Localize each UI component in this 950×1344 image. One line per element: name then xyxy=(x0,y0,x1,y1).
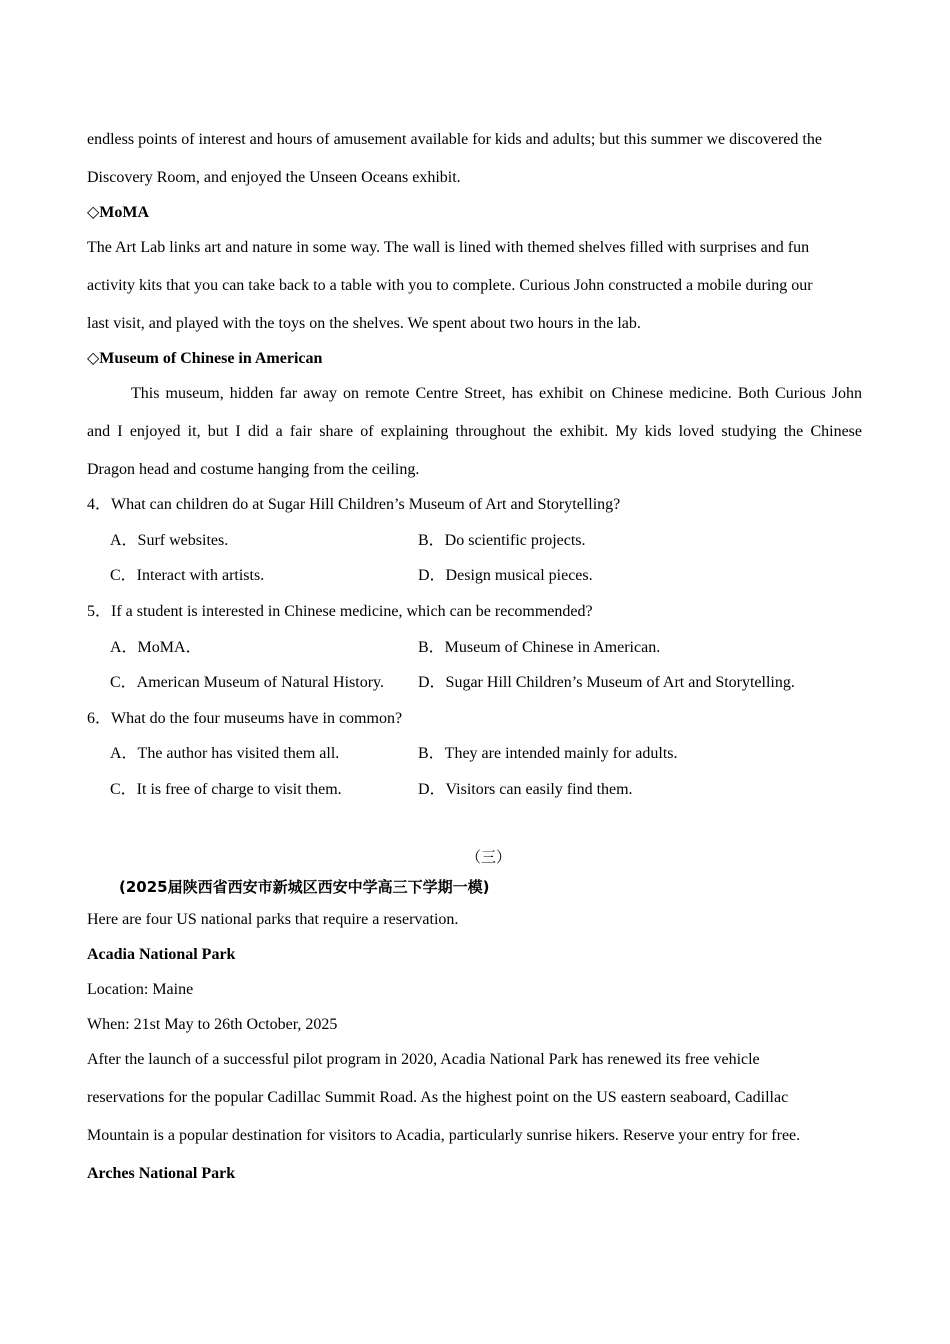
paragraph-line: This museum, hidden far away on remote Centre Street, has exhibit on Chinese medicine. Both Curious John xyxy=(131,385,862,402)
option-b: B．Do scientific projects. xyxy=(418,532,586,549)
option-c: C．It is free of charge to visit them. xyxy=(110,781,342,798)
passage-source: (2025届陕西省西安市新城区西安中学高三下学期一模) xyxy=(119,878,490,896)
paragraph-line: Dragon head and costume hanging from the ceiling. xyxy=(87,461,420,478)
paragraph-line: endless points of interest and hours of amusement available for kids and adults; but this summer we discovered the xyxy=(87,131,822,148)
acadia-dates: When: 21st May to 26th October, 2025 xyxy=(87,1016,338,1033)
option-a: A．Surf websites. xyxy=(110,532,229,549)
option-d: D．Visitors can easily find them. xyxy=(418,781,633,798)
option-d: D．Sugar Hill Children’s Museum of Art and Storytelling. xyxy=(418,674,795,691)
paragraph-line: After the launch of a successful pilot program in 2020, Acadia National Park has renewed its free vehicle xyxy=(87,1051,760,1068)
paragraph-line: The Art Lab links art and nature in some way. The wall is lined with themed shelves filled with surprises and fun xyxy=(87,239,810,256)
option-c: C．Interact with artists. xyxy=(110,567,265,584)
paragraph-line: Mountain is a popular destination for visitors to Acadia, particularly sunrise hikers. Reserve your entry for free. xyxy=(87,1127,801,1144)
passage-intro: Here are four US national parks that require a reservation. xyxy=(87,911,459,928)
arches-heading: Arches National Park xyxy=(87,1165,236,1182)
option-a: A．The author has visited them all. xyxy=(110,745,340,762)
option-b: B．Museum of Chinese in American. xyxy=(418,639,661,656)
chinese-museum-heading: ◇Museum of Chinese in American xyxy=(87,350,323,367)
paragraph-line: last visit, and played with the toys on the shelves. We spent about two hours in the lab. xyxy=(87,315,641,332)
acadia-heading: Acadia National Park xyxy=(87,946,236,963)
option-a: A．MoMA． xyxy=(110,639,202,656)
paragraph-line: Discovery Room, and enjoyed the Unseen Oceans exhibit. xyxy=(87,169,461,186)
paragraph-line: reservations for the popular Cadillac Summit Road. As the highest point on the US eastern seaboard, Cadillac xyxy=(87,1089,789,1106)
passage-number: （三） xyxy=(466,848,512,866)
acadia-location: Location: Maine xyxy=(87,981,194,998)
paragraph-line: and I enjoyed it, but I did a fair share of explaining throughout the exhibit. My kids loved studying the Chinese xyxy=(87,423,862,440)
paragraph-line: activity kits that you can take back to a table with you to complete. Curious John constructed a mobile during our xyxy=(87,277,813,294)
moma-heading: ◇MoMA xyxy=(87,204,150,221)
option-b: B．They are intended mainly for adults. xyxy=(418,745,678,762)
option-d: D．Design musical pieces. xyxy=(418,567,593,584)
option-c: C．American Museum of Natural History. xyxy=(110,674,385,691)
question-stem: 6．What do the four museums have in common? xyxy=(87,710,403,727)
question-stem: 5．If a student is interested in Chinese medicine, which can be recommended? xyxy=(87,603,593,620)
question-stem: 4．What can children do at Sugar Hill Children’s Museum of Art and Storytelling? xyxy=(87,496,621,513)
